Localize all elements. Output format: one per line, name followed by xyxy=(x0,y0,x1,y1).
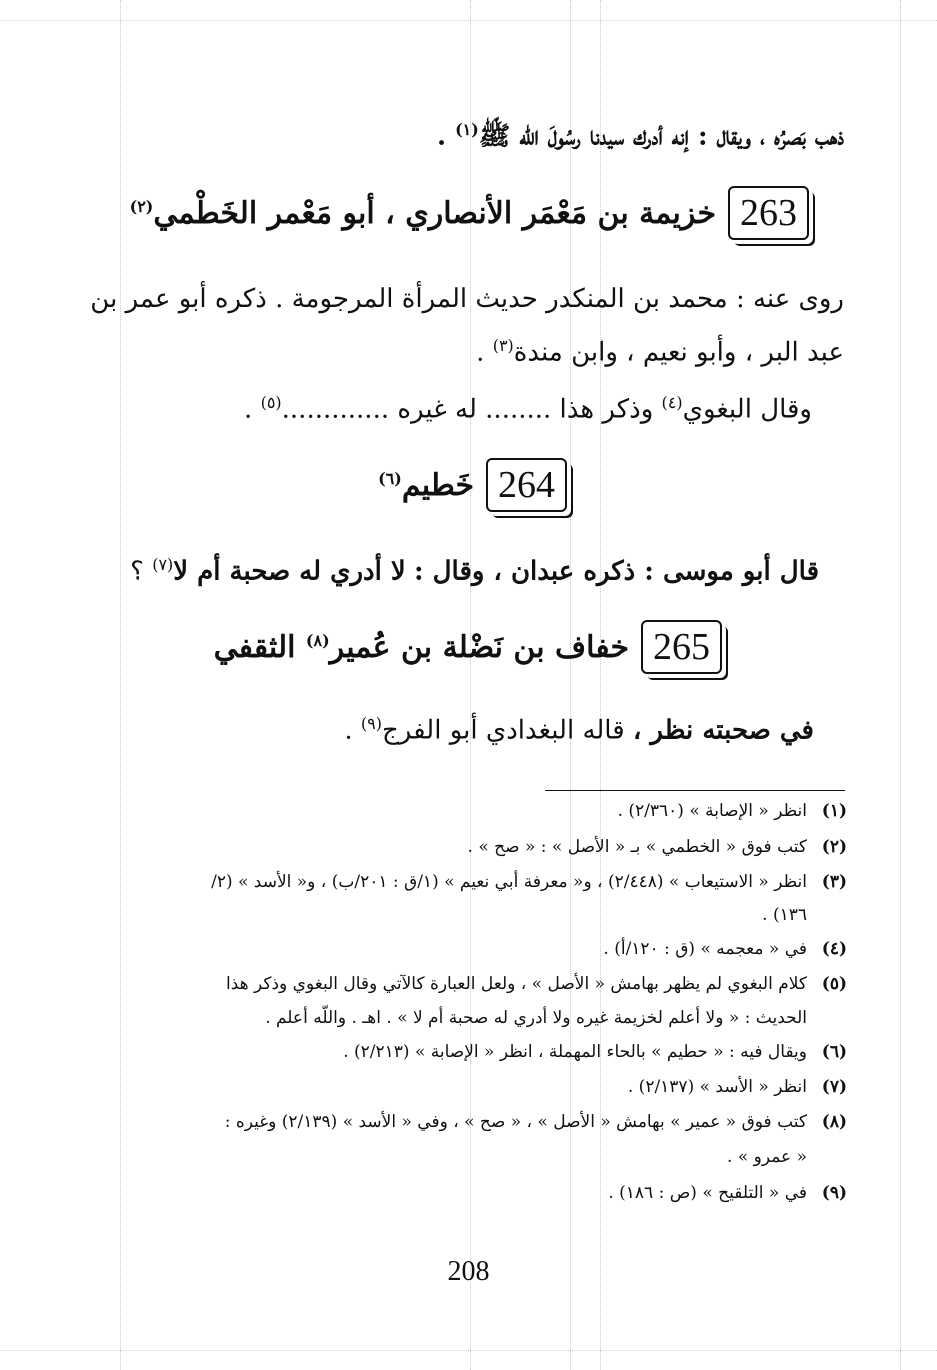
footnote: (٥)كلام البغوي لم يظهر بهامش « الأصل » ، ولعل العبارة كالآتي وقال البغوي وذكر هذا xyxy=(226,974,847,994)
body-line: قال أبو موسى : ذكره عبدان ، وقال : لا أدري له صحبة أم لا$^{(٧)}$ ؟ xyxy=(130,555,819,587)
entry-title: خفاف بن نَضْلة بن عُمير$^{(٨)}$ الثقفي xyxy=(213,629,629,665)
body-line: عبد البر ، وأبو نعيم ، وابن مندة$^{(٣)}$ . xyxy=(476,336,844,368)
footnote: « عمرو » . xyxy=(727,1147,807,1167)
scan-guide-line xyxy=(0,1350,937,1351)
scan-guide-line xyxy=(0,20,937,21)
entry-title: خزيمة بن مَعْمَر الأنصاري ، أبو مَعْمر الخَطْمي$^{(٢)}$ xyxy=(129,195,716,231)
body-line: وقال البغوي$^{(٤)}$ وذكر هذا ........ له غيره .............$^{(٥)}$ . xyxy=(244,393,812,425)
scan-guide-line xyxy=(120,0,121,1370)
scan-guide-line xyxy=(900,0,901,1370)
footnote: (١)انظر « الإصابة » (٢/٣٦٠) . xyxy=(617,801,847,821)
footnote: (٩)في « التلقيح » (ص : ١٨٦) . xyxy=(608,1183,847,1203)
entry-number-box: 263 xyxy=(728,186,809,240)
entry-title: خَطيم$^{(٦)}$ xyxy=(378,467,474,503)
entry-number-box: 265 xyxy=(641,620,722,674)
footnote-separator xyxy=(545,790,845,791)
entry-heading xyxy=(214,620,722,674)
page-number: 208 xyxy=(447,1256,490,1287)
entry-heading xyxy=(130,186,809,240)
footnote: (٧)انظر « الأسد » (٢/١٣٧) . xyxy=(627,1077,847,1097)
entry-heading xyxy=(378,458,567,512)
footnote: (٢)كتب فوق « الخطمي » بـ « الأصل » : « صح » . xyxy=(467,837,847,857)
body-line: في صحبته نظر ، قاله البغدادي أبو الفرج$^{(٩)}$ . xyxy=(344,714,814,746)
footnote: ١٣٦) . xyxy=(762,905,807,925)
body-line: روى عنه : محمد بن المنكدر حديث المرأة المرجومة . ذكره أبو عمر بن xyxy=(90,284,844,314)
entry-number-box: 264 xyxy=(486,458,567,512)
footnote: (٦)ويقال فيه : « حطيم » بالحاء المهملة ، انظر « الإصابة » (٢/٢١٣) . xyxy=(343,1042,847,1062)
footnote: (٣)انظر « الاستيعاب » (٢/٤٤٨) ، و« معرفة أبي نعيم » (١/ق : ٢٠١/ب) ، و« الأسد » (٢/ xyxy=(211,872,847,892)
footnote: (٨)كتب فوق « عمير » بهامش « الأصل » ، « صح » ، وفي « الأسد » (٢/١٣٩) وغيره : xyxy=(224,1112,847,1132)
footnote: (٤)في « معجمه » (ق : ١٢٠/أ) . xyxy=(603,939,847,959)
footnote: الحديث : « ولا أعلم لخزيمة غيره ولا أدري له صحبة أم لا » . اهـ . واللّه أعلم . xyxy=(265,1008,807,1028)
body-line: ذهب بَصرُه ، ويقال : إنه أدرك سيدنا رسُولَ اللّه ﷺ$^{(١)}$ . xyxy=(436,120,844,152)
